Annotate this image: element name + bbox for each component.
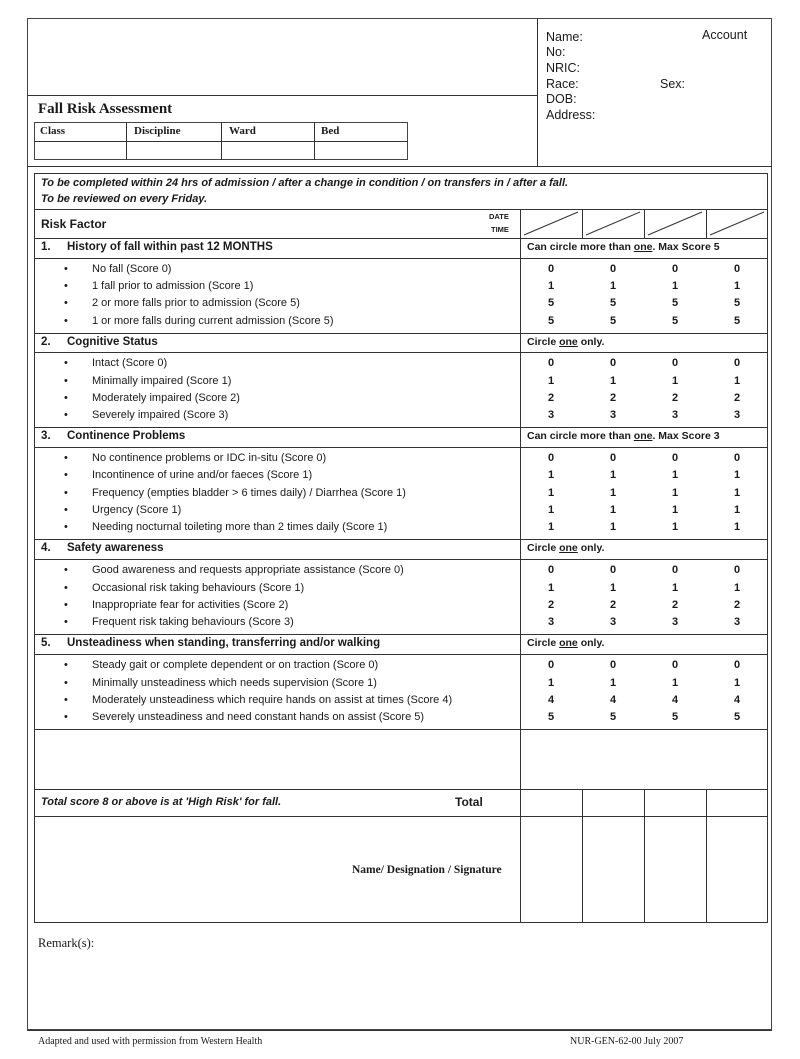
list-item: • No continence problems or IDC in-situ (Score 0) 0 0 0 0 — [64, 452, 741, 464]
date-header: DATE — [489, 212, 509, 221]
footer-attribution: Adapted and used with permission from Western Health — [38, 1036, 263, 1047]
list-item: • 1 fall prior to admission (Score 1) 1 1 1 1 — [64, 280, 741, 292]
section-title: Cognitive Status — [67, 336, 158, 348]
footer-divider — [27, 1030, 772, 1031]
section-header — [34, 427, 768, 447]
section-number: 1. — [41, 241, 51, 253]
list-item: • Minimally impaired (Score 1) 1 1 1 1 — [64, 375, 741, 387]
account-label: Account — [702, 28, 748, 42]
header-divider-vertical — [537, 18, 538, 166]
ward-info-col-line — [314, 122, 315, 160]
section-number: 4. — [41, 542, 51, 554]
row-divider — [34, 654, 768, 655]
list-item: • Severely unsteadiness and need constant hands on assist (Score 5) 5 5 5 5 — [64, 711, 741, 723]
list-item: • Urgency (Score 1) 1 1 1 1 — [64, 504, 741, 516]
risk-factor-header: Risk Factor — [41, 217, 107, 231]
list-item: • Good awareness and requests appropriate assistance (Score 0) 0 0 0 0 — [64, 564, 741, 576]
section-header — [34, 333, 768, 353]
list-item: • Needing nocturnal toileting more than 2 times daily (Score 1) 1 1 1 1 — [64, 521, 741, 533]
list-item: • Frequency (empties bladder > 6 times daily) / Diarrhea (Score 1) 1 1 1 1 — [64, 487, 741, 499]
section-number: 3. — [41, 430, 51, 442]
list-item: • 1 or more falls during current admission (Score 5) 5 5 5 5 — [64, 315, 741, 327]
row-divider — [34, 816, 768, 817]
nric-label: NRIC: — [546, 61, 581, 75]
no-label: No: — [546, 45, 566, 59]
list-item: • Severely impaired (Score 3) 3 3 3 3 — [64, 409, 741, 421]
section-header — [34, 634, 768, 654]
row-divider — [34, 729, 768, 730]
section-instruction: Circle one only. — [527, 336, 605, 348]
section-title: Continence Problems — [67, 430, 186, 442]
footer-form-code: NUR-GEN-62-00 July 2007 — [570, 1036, 684, 1047]
sex-label: Sex: — [660, 77, 686, 91]
section-instruction: Circle one only. — [527, 542, 605, 554]
ward-info-col-line — [221, 122, 222, 160]
list-item: • Frequent risk taking behaviours (Score 3) 3 3 3 3 — [64, 616, 741, 628]
list-item: • Occasional risk taking behaviours (Score 1) 1 1 1 1 — [64, 582, 741, 594]
class-label: Class — [40, 125, 66, 137]
row-divider — [34, 789, 768, 790]
score-col-line — [706, 209, 707, 238]
instruction-line-2: To be reviewed on every Friday. — [41, 193, 208, 205]
list-item: • Minimally unsteadiness which needs supervision (Score 1) 1 1 1 1 — [64, 677, 741, 689]
time-header: TIME — [491, 225, 509, 234]
ward-info-col-line — [126, 122, 127, 160]
list-item: • Moderately unsteadiness which require hands on assist at times (Score 4) 4 4 4 4 — [64, 694, 741, 706]
section-instruction: Can circle more than one. Max Score 3 — [527, 430, 720, 442]
score-col-line — [644, 789, 645, 923]
score-col-line — [644, 209, 645, 238]
row-divider — [34, 352, 768, 353]
list-item: • Steady gait or complete dependent or on traction (Score 0) 0 0 0 0 — [64, 659, 741, 671]
dob-label: DOB: — [546, 92, 577, 106]
instruction-line-1: To be completed within 24 hrs of admission / after a change in condition / on transfers in / after a fall. — [41, 177, 569, 189]
list-item: • Intact (Score 0) 0 0 0 0 — [64, 357, 741, 369]
signature-label: Name/ Designation / Signature — [352, 864, 502, 876]
section-header — [34, 238, 768, 258]
high-risk-note: Total score 8 or above is at 'High Risk' for fall. — [41, 796, 282, 808]
list-item: • Incontinence of urine and/or faeces (Score 1) 1 1 1 1 — [64, 469, 741, 481]
score-col-line — [582, 209, 583, 238]
header-divider-horizontal — [27, 166, 772, 167]
race-label: Race: — [546, 77, 579, 91]
section-number: 2. — [41, 336, 51, 348]
section-title: Safety awareness — [67, 542, 164, 554]
list-item: • Inappropriate fear for activities (Score 2) 2 2 2 2 — [64, 599, 741, 611]
discipline-label: Discipline — [134, 125, 181, 137]
score-col-line — [582, 789, 583, 923]
patient-name-label: Name: — [546, 30, 583, 44]
section-title: Unsteadiness when standing, transferring and/or walking — [67, 637, 381, 649]
row-divider — [34, 447, 768, 448]
section-instruction: Can circle more than one. Max Score 5 — [527, 241, 720, 253]
section-header — [34, 539, 768, 559]
bed-label: Bed — [321, 125, 340, 137]
total-label: Total — [455, 795, 483, 809]
section-number: 5. — [41, 637, 51, 649]
section-title: History of fall within past 12 MONTHS — [67, 241, 273, 253]
row-divider — [34, 559, 768, 560]
list-item: • Moderately impaired (Score 2) 2 2 2 2 — [64, 392, 741, 404]
title-underline — [27, 95, 537, 96]
address-label: Address: — [546, 108, 596, 122]
list-item: • 2 or more falls prior to admission (Score 5) 5 5 5 5 — [64, 297, 741, 309]
ward-label: Ward — [229, 125, 256, 137]
row-divider — [34, 258, 768, 259]
section-instruction: Circle one only. — [527, 637, 605, 649]
form-title: Fall Risk Assessment — [38, 101, 173, 117]
score-col-line — [706, 789, 707, 923]
remarks-label: Remark(s): — [38, 936, 95, 950]
list-item: • No fall (Score 0) 0 0 0 0 — [64, 263, 741, 275]
